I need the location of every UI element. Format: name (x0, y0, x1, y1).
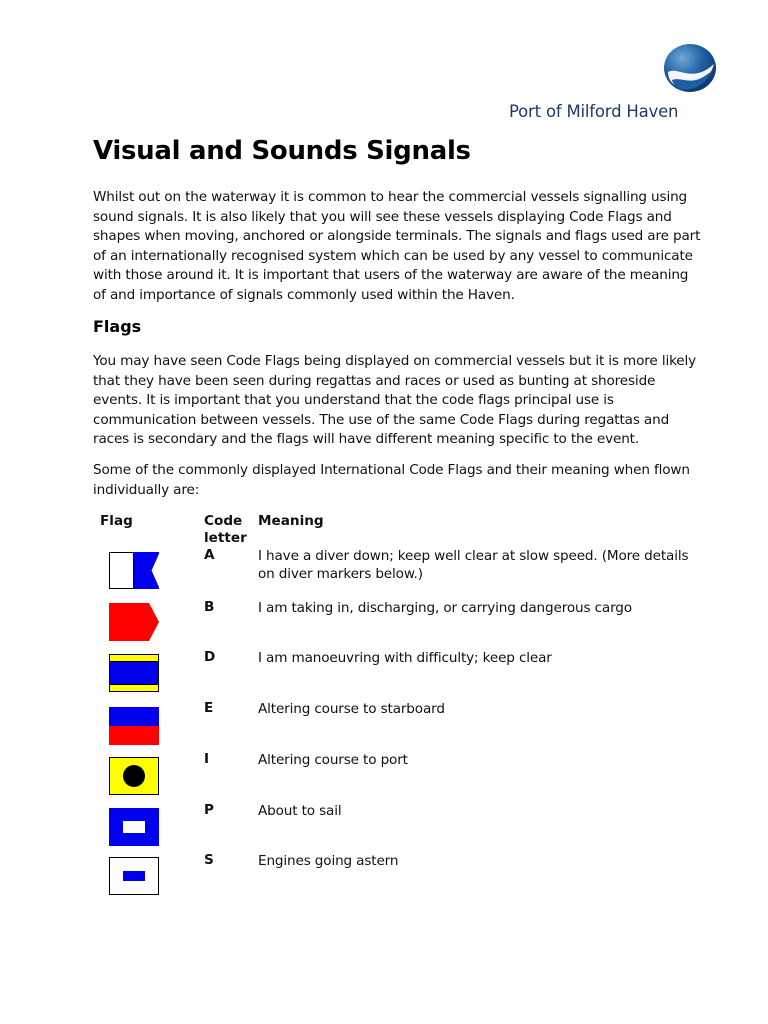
flag-bravo-icon (109, 603, 159, 640)
brand-logo (500, 40, 720, 130)
flag-meaning: Altering course to port (258, 752, 408, 768)
table-row (0, 852, 768, 902)
table-row (0, 802, 768, 852)
code-letter: P (204, 802, 214, 818)
flag-india-icon (109, 757, 159, 794)
flag-sierra-icon (109, 857, 159, 894)
code-letter: B (204, 599, 215, 615)
flags-paragraph: You may have seen Code Flags being displayed on commercial vessels but it is more likely that they have been seen during regattas and races or used as bunting at shoreside events. It is important that you understand that the code flags principal use is communication between vessels. The use of the same Code Flags during regattas and races is secondary and the flags will have different meaning specific to the event. (93, 353, 697, 447)
brand-name: Port of Milford Haven (509, 102, 679, 121)
code-letter: I (204, 751, 210, 767)
column-header-code-letter: Code letter (204, 513, 247, 546)
code-letter: A (204, 547, 215, 563)
table-row (0, 649, 768, 699)
flag-meaning: I am manoeuvring with difficulty; keep clear (258, 650, 552, 666)
flag-meaning: About to sail (258, 803, 342, 819)
table-row (0, 700, 768, 750)
column-header-meaning: Meaning (258, 513, 324, 529)
flags-heading: Flags (93, 317, 142, 336)
flag-delta-icon (109, 654, 159, 691)
column-header-flag: Flag (100, 513, 133, 529)
flag-papa-icon (109, 808, 159, 845)
table-row (0, 751, 768, 801)
flags-intro-paragraph: Some of the commonly displayed International Code Flags and their meaning when flown individually are: (93, 462, 690, 498)
flag-meaning: Altering course to starboard (258, 701, 445, 717)
wave-globe-icon (662, 42, 718, 94)
flag-meaning: I have a diver down; keep well clear at slow speed. (More details on diver markers below.) (258, 548, 689, 582)
code-letter: S (204, 852, 214, 868)
flag-meaning: I am taking in, discharging, or carrying dangerous cargo (258, 600, 632, 616)
flag-alpha-icon (109, 552, 159, 589)
code-letter: E (204, 700, 214, 716)
code-letter: D (204, 649, 216, 665)
page-title: Visual and Sounds Signals (93, 136, 471, 166)
flag-echo-icon (109, 707, 159, 744)
table-row (0, 599, 768, 649)
table-row (0, 547, 768, 597)
flag-meaning: Engines going astern (258, 853, 399, 869)
intro-paragraph: Whilst out on the waterway it is common to hear the commercial vessels signalling using sound signals. It is also likely that you will see these vessels displaying Code Flags and shapes when moving, anchored or alongside terminals. The signals and flags used are part of an internationally recognised system which can be used by any vessel to communicate with those around it. It is important that users of the waterway are aware of the meaning of and importance of signals commonly used within the Haven. (93, 189, 701, 303)
